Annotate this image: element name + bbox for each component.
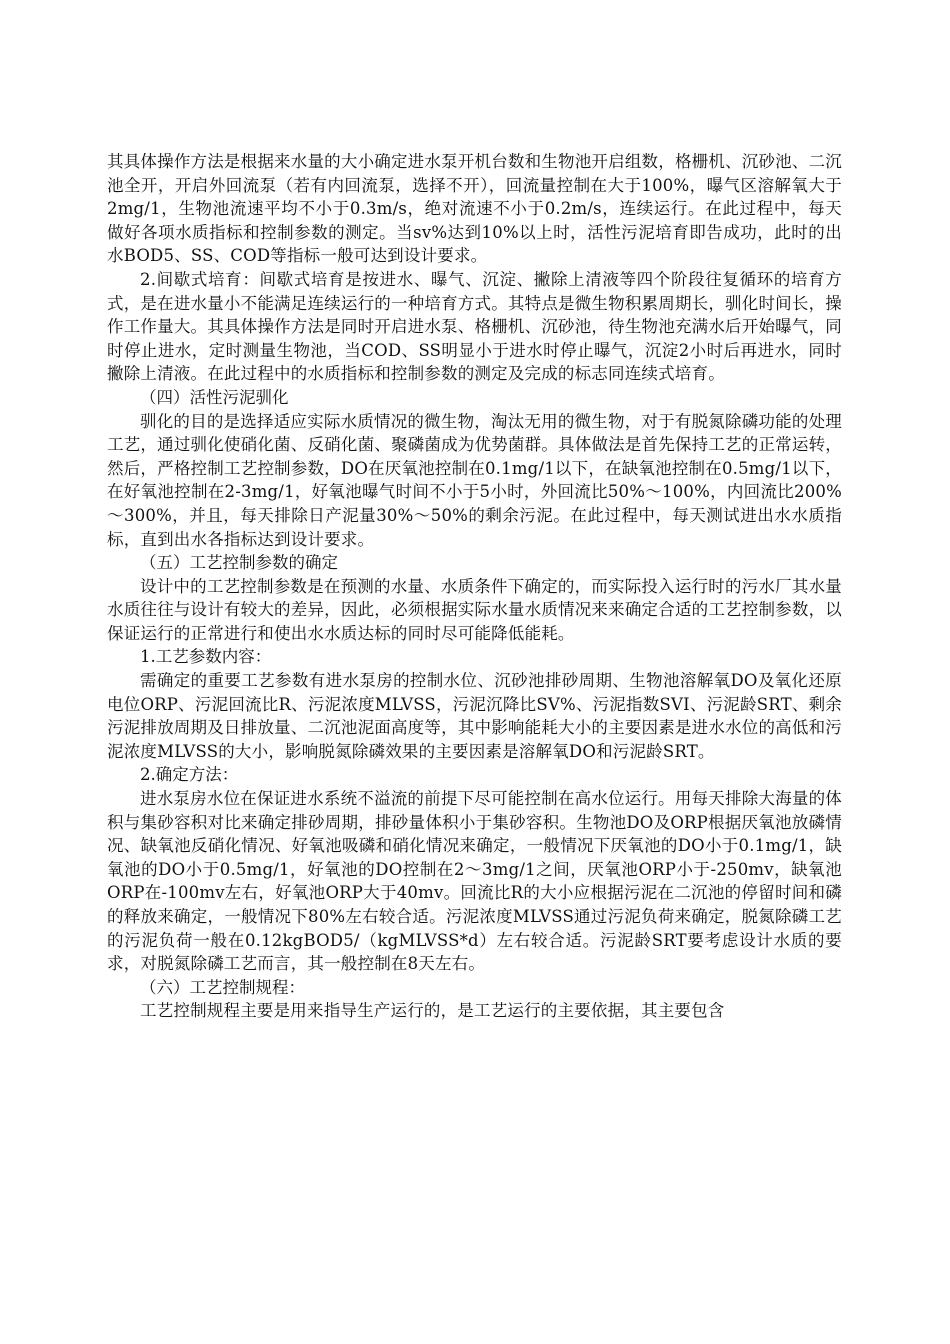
subheading-parameter-content: 1.工艺参数内容： <box>140 647 272 667</box>
paragraph-control-rules: 工艺控制规程主要是用来指导生产运行的，是工艺运行的主要依据，其主要包含 <box>140 1001 725 1021</box>
subheading-determination-method: 2.确定方法： <box>140 765 239 785</box>
paragraph-continuous-cultivation: 其具体操作方法是根据来水量的大小确定进水泵开机台数和生物池开启组数，格栅机、沉砂池、二沉池全开，开启外回流泵（若有内回流泵，选择不开），回流量控制在大于100%，曝气区溶解氧大于2mg/1，生物池流速平均不小于0.3m/s，绝对流速不小于0.2m/s，连续运行。在此过程中，每天做好各项水质指标和控制参数的测定。当sv%达到10%以上时，活性污泥培育即告成功，此时的出水BOD5、SS、COD等指标一般可达到设计要求。 <box>107 152 842 266</box>
section-heading-process-parameters: （五）工艺控制参数的确定 <box>140 553 338 573</box>
paragraph-process-parameters: 设计中的工艺控制参数是在预测的水量、水质条件下确定的，而实际投入运行时的污水厂其水量水质往往与设计有较大的差异，因此，必须根据实际水量水质情况来来确定合适的工艺控制参数，以保证运行的正常进行和使出水水质达标的同时尽可能降低能耗。 <box>107 576 842 643</box>
paragraph-parameter-content: 需确定的重要工艺参数有进水泵房的控制水位、沉砂池排砂周期、生物池溶解氧DO及氧化还原电位ORP、污泥回流比R、污泥浓度MLVSS，污泥沉降比SV%、污泥指数SVI、污泥龄SRT、剩余污泥排放周期及日排放量、二沉池泥面高度等，其中影响能耗大小的主要因素是进水水位的高低和污泥浓度MLVSS的大小，影响脱氮除磷效果的主要因素是溶解氧DO和污泥龄SRT。 <box>107 671 842 761</box>
paragraph-intermittent-cultivation: 2.间歇式培育：间歇式培育是按进水、曝气、沉淀、撇除上清液等四个阶段往复循环的培育方式，是在进水量小不能满足连续运行的一种培育方式。其特点是微生物积累周期长，驯化时间长，操作工作量大。其具体操作方法是同时开启进水泵、格栅机、沉砂池，待生物池充满水后开始曝气，同时停止进水，定时测量生物池，当COD、SS明显小于进水时停止曝气，沉淀2小时后再进水，同时撇除上清液。在此过程中的水质指标和控制参数的测定及完成的标志同连续式培育。 <box>107 269 842 384</box>
paragraph-determination-method: 进水泵房水位在保证进水系统不溢流的前提下尽可能控制在高水位运行。用每天排除大海量的体积与集砂容积对比来确定排砂周期，排砂量体积小于集砂容积。生物池DO及ORP根据厌氧池放磷情况、缺氧池反硝化情况、好氧池吸磷和硝化情况来确定，一般情况下厌氧池的DO小于0.1mg/1，缺氧池的DO小于0.5mg/1，好氧池的DO控制在2～3mg/1之间，厌氧池ORP小于-250mv，缺氧池ORP在-100mv左右，好氧池ORP大于40mv。回流比R的大小应根据污泥在二沉池的停留时间和磷的释放来确定，一般情况下80%左右较合适。污泥浓度MLVSS通过污泥负荷来确定，脱氮除磷工艺的污泥负荷一般在0.12kgBOD5/（kgMLVSS*d）左右较合适。污泥龄SRT要考虑设计水质的要求，对脱氮除磷工艺而言，其一般控制在8天左右。 <box>107 789 842 974</box>
paragraph-acclimation: 驯化的目的是选择适应实际水质情况的微生物，淘汰无用的微生物，对于有脱氮除磷功能的处理工艺，通过驯化使硝化菌、反硝化菌、聚磷菌成为优势菌群。具体做法是首先保持工艺的正常运转，然后，严格控制工艺控制参数，DO在厌氧池控制在0.1mg/1以下，在缺氧池控制在0.5mg/1以下，在好氧池控制在2-3mg/1，好氧池曝气时间不小于5小时，外回流比50%～100%，内回流比200%～300%，并且，每天排除日产泥量30%～50%的剩余污泥。在此过程中，每天测试进出水水质指标，直到出水各指标达到设计要求。 <box>107 411 842 549</box>
section-heading-control-rules: （六）工艺控制规程： <box>140 977 305 997</box>
document-body <box>107 150 842 1023</box>
section-heading-sludge-acclimation: （四）活性污泥驯化 <box>140 387 289 407</box>
